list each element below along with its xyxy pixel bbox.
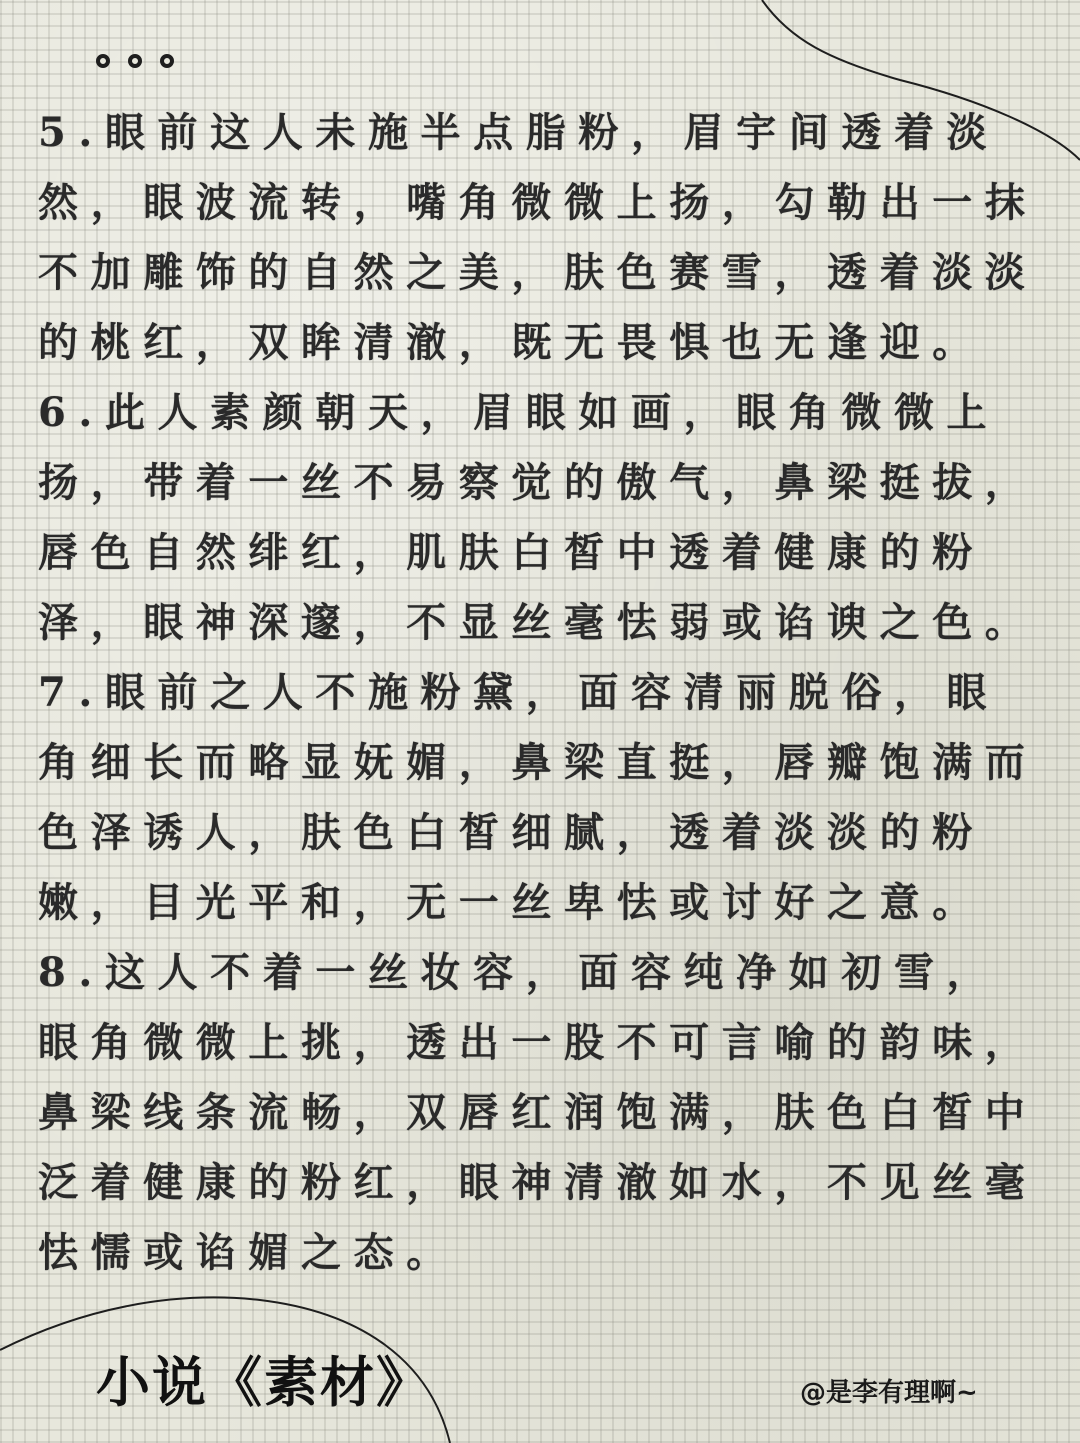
paragraph-5: 5.眼前这人未施半点脂粉，眉宇间透着淡然，眼波流转，嘴角微微上扬，勾勒出一抹不加雕饰的自然之美，肤色赛雪，透着淡淡的桃红，双眸清澈，既无畏惧也无逢迎。 xyxy=(38,109,1038,366)
dot-icon xyxy=(96,54,110,68)
main-text xyxy=(38,98,1038,1288)
paragraph-7: 7.眼前之人不施粉黛，面容清丽脱俗，眼角细长而略显妩媚，鼻梁直挺，唇瓣饱满而色泽诱人，肤色白皙细腻，透着淡淡的粉嫩，目光平和，无一丝卑怯或讨好之意。 xyxy=(38,669,1038,926)
dot-icon xyxy=(128,54,142,68)
footer-title: 小说《素材》 xyxy=(96,1350,432,1414)
author-handle: @是李有理啊~ xyxy=(800,1378,978,1408)
dot-icon xyxy=(160,54,174,68)
three-dots-icon xyxy=(96,54,174,68)
paragraph-8: 8.这人不着一丝妆容，面容纯净如初雪，眼角微微上挑，透出一股不可言喻的韵味，鼻梁线条流畅，双唇红润饱满，肤色白皙中泛着健康的粉红，眼神清澈如水，不见丝毫怯懦或谄媚之态。 xyxy=(38,949,1038,1276)
paragraph-6: 6.此人素颜朝天，眉眼如画，眼角微微上扬，带着一丝不易察觉的傲气，鼻梁挺拔，唇色自然绯红，肌肤白皙中透着健康的粉泽，眼神深邃，不显丝毫怯弱或谄谀之色。 xyxy=(38,389,1038,646)
